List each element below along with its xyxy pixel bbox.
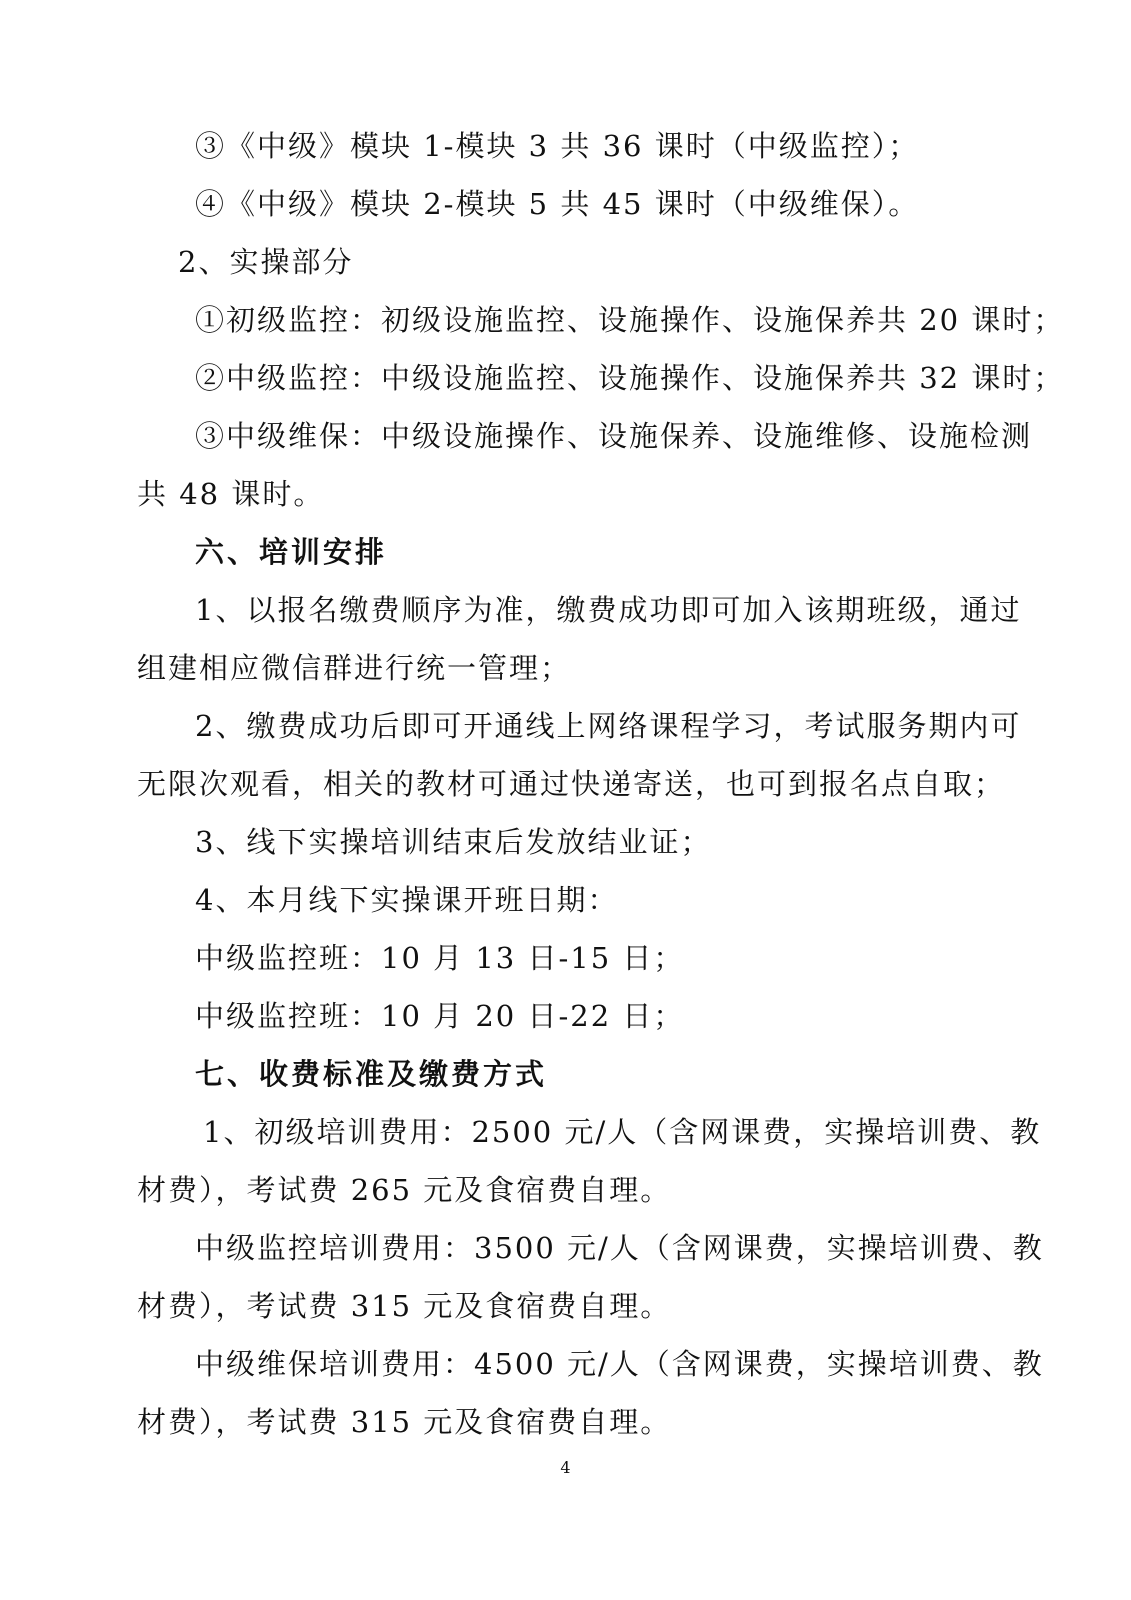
arrangement-item-1-cont: 组建相应微信群进行统一管理； [137, 651, 572, 685]
fee-intermediate-maintenance: 中级维保培训费用：4500 元/人（含网课费，实操培训费、教 [195, 1347, 1044, 1381]
practical-item-3: ③中级维保：中级设施操作、设施保养、设施维修、设施检测 [195, 419, 1033, 453]
fee-basic-cont: 材费），考试费 265 元及食宿费自理。 [137, 1173, 672, 1207]
section-six-heading: 六、培训安排 [195, 535, 388, 569]
class-date-2: 中级监控班：10 月 20 日-22 日； [195, 999, 685, 1033]
arrangement-item-1: 1、以报名缴费顺序为准，缴费成功即可加入该期班级，通过 [195, 593, 1022, 627]
course-module-line-4: ④《中级》模块 2-模块 5 共 45 课时（中级维保）。 [195, 187, 920, 221]
class-date-1: 中级监控班：10 月 13 日-15 日； [195, 941, 685, 975]
section-seven-heading: 七、收费标准及缴费方式 [195, 1057, 548, 1091]
course-module-line-3: ③《中级》模块 1-模块 3 共 36 课时（中级监控）； [195, 129, 920, 163]
arrangement-item-2-cont: 无限次观看，相关的教材可通过快递寄送，也可到报名点自取； [137, 767, 1006, 801]
arrangement-item-2: 2、缴费成功后即可开通线上网络课程学习，考试服务期内可 [195, 709, 1022, 743]
fee-intermediate-monitor-cont: 材费），考试费 315 元及食宿费自理。 [137, 1289, 672, 1323]
arrangement-item-4: 4、本月线下实操课开班日期： [195, 883, 619, 917]
fee-basic: 1、初级培训费用：2500 元/人（含网课费，实操培训费、教 [203, 1115, 1042, 1149]
fee-intermediate-monitor: 中级监控培训费用：3500 元/人（含网课费，实操培训费、教 [195, 1231, 1044, 1265]
practical-item-2: ②中级监控：中级设施监控、设施操作、设施保养共 32 课时； [195, 361, 1065, 395]
practical-item-3-cont: 共 48 课时。 [137, 477, 325, 511]
arrangement-item-3: 3、线下实操培训结束后发放结业证； [195, 825, 712, 859]
fee-intermediate-maintenance-cont: 材费），考试费 315 元及食宿费自理。 [137, 1405, 672, 1439]
section-practical-heading: 2、实操部分 [178, 245, 354, 279]
page-number: 4 [560, 1458, 571, 1477]
practical-item-1: ①初级监控：初级设施监控、设施操作、设施保养共 20 课时； [195, 303, 1065, 337]
